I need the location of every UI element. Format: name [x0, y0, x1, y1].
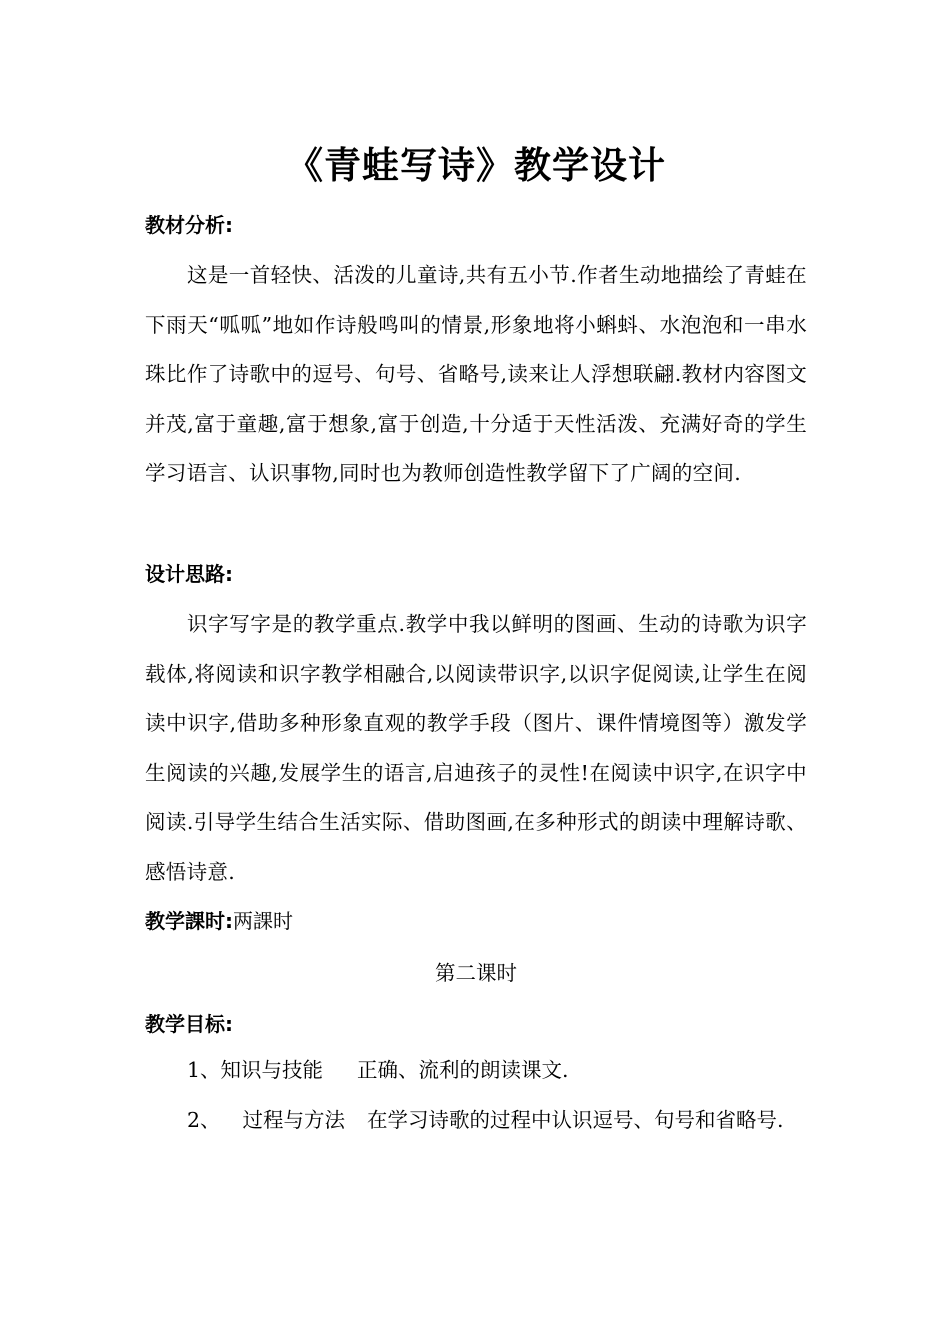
goal-name: 知识与技能 [220, 1058, 324, 1082]
analysis-heading: 教材分析: [145, 213, 233, 237]
goal-number: 2、 [187, 1108, 221, 1132]
goal-text: 正确、流利的朗读课文. [357, 1058, 569, 1082]
analysis-paragraph: 这是一首轻快、活泼的儿童诗,共有五小节.作者生动地描绘了青蛙在下雨天“呱呱”地如作诗般鸣叫的情景,形象地将小蝌蚪、水泡泡和一串水珠比作了诗歌中的逗号、句号、省略号,读来让人浮想联翩.教材内容图文并茂,富于童趣,富于想象,富于创造,十分适于天性活泼、充满好奇的学生学习语言、认识事物,同时也为教师创造性教学留下了广阔的空间. [145, 263, 807, 485]
document-title: 《青蛙写诗》教学设计 [286, 144, 666, 187]
design-paragraph: 识字写字是的教学重点.教学中我以鲜明的图画、生动的诗歌为识字载体,将阅读和识字教学相融合,以阅读带识字,以识字促阅读,让学生在阅读中识字,借助多种形象直观的教学手段（图片、课件情境图等）激发学生阅读的兴趣,发展学生的语言,启迪孩子的灵性!在阅读中识字,在识字中阅读.引导学生结合生活实际、借助图画,在多种形式的朗读中理解诗歌、感悟诗意. [145, 612, 807, 884]
design-heading: 设计思路: [145, 562, 233, 586]
goal-name: 过程与方法 [242, 1108, 346, 1132]
goal-item [145, 1096, 807, 1146]
goals-heading: 教学目标: [145, 1012, 233, 1036]
teaching-hours-value: 两課时 [233, 909, 293, 933]
lesson-label: 第二课时 [435, 961, 517, 985]
goal-number: 1、 [187, 1058, 221, 1082]
teaching-hours [145, 906, 293, 936]
goal-text: 在学习诗歌的过程中认识逗号、句号和省略号. [367, 1108, 784, 1132]
teaching-hours-label: 教学課时: [145, 909, 233, 933]
goal-item [145, 1046, 807, 1096]
